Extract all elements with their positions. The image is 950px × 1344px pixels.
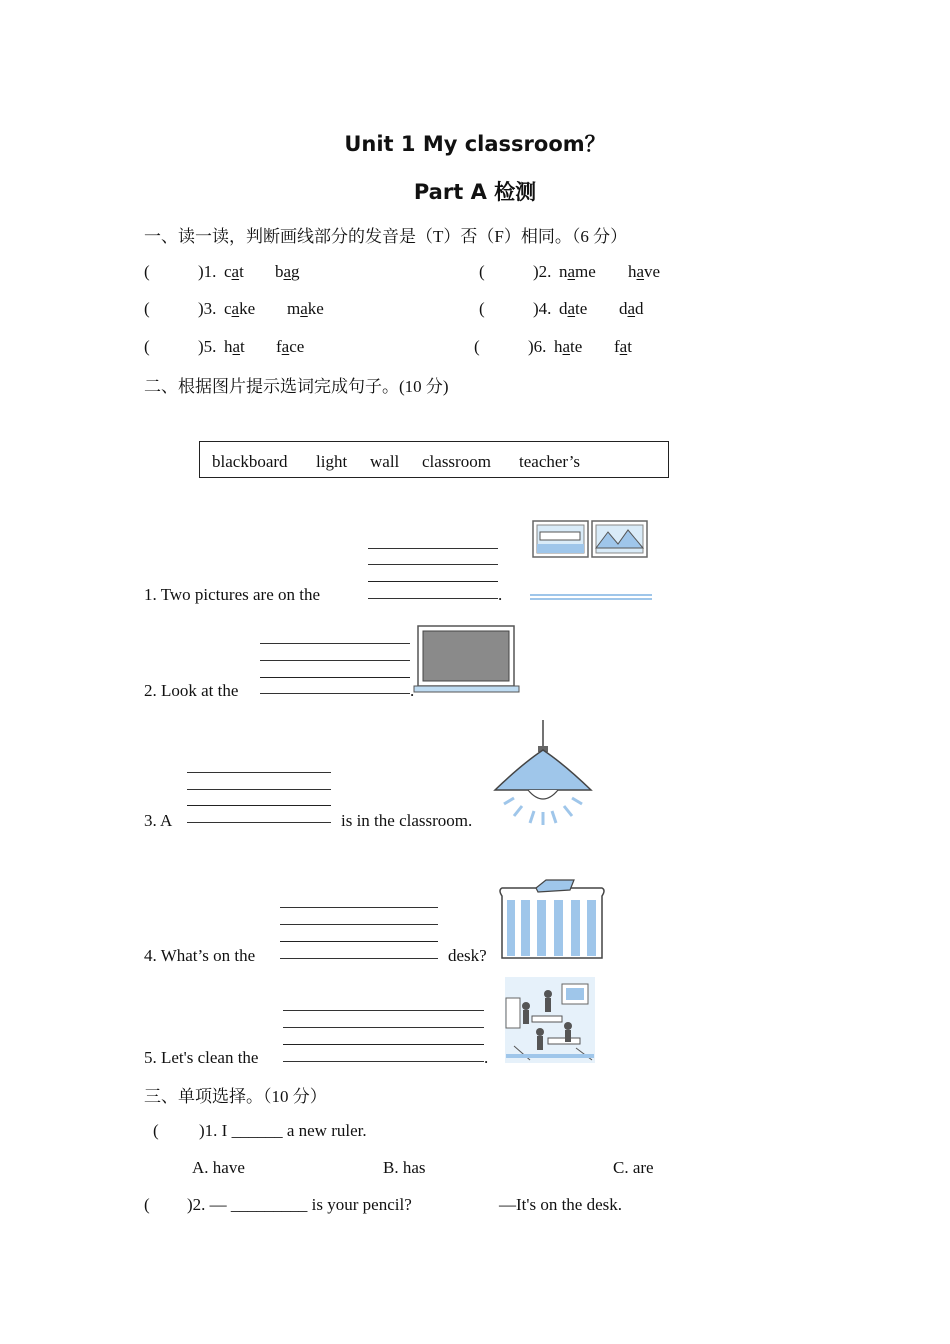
q1-text: )1. I ______ a new ruler. xyxy=(199,1121,367,1140)
sentence-4-text: 4. What’s on the xyxy=(144,946,256,965)
word-part: h xyxy=(628,262,637,281)
word-wall: wall xyxy=(370,452,400,471)
sentence-5-end: . xyxy=(484,1048,489,1067)
word-part: d xyxy=(635,299,644,318)
word-part: ve xyxy=(644,262,661,281)
light-illustration xyxy=(492,720,594,826)
answer-line-4[interactable] xyxy=(280,958,438,959)
item-number-4: )4. xyxy=(533,299,552,318)
underlined-letter: a xyxy=(567,262,576,281)
word-part: c xyxy=(224,262,232,281)
section1-heading: 一、读一读，判断画线部分的发音是（T）否（F）相同。（6 分） xyxy=(144,227,628,246)
item-4-word-2 xyxy=(619,299,644,319)
item-5-word-2 xyxy=(276,337,304,357)
writing-line xyxy=(187,789,331,790)
answer-line-2[interactable] xyxy=(260,693,410,694)
writing-line xyxy=(283,1010,484,1011)
item-3-word-1 xyxy=(224,299,255,319)
sentence-2-text: 2. Look at the xyxy=(144,681,239,700)
word-part: h xyxy=(224,337,233,356)
answer-line-3[interactable] xyxy=(187,822,331,823)
writing-line xyxy=(280,907,438,908)
item-number-1: )1. xyxy=(198,262,217,281)
answer-paren-2[interactable]: ( xyxy=(479,262,485,281)
item-2-word-1 xyxy=(559,262,596,282)
item-6-word-2 xyxy=(614,337,632,357)
word-part: ce xyxy=(289,337,305,356)
underlined-letter: a xyxy=(283,262,292,281)
sentence-3-end: is in the classroom. xyxy=(341,811,473,830)
sentence-4-end: desk? xyxy=(448,946,487,965)
page-title: Unit 1 My classroom？ xyxy=(344,132,606,156)
underlined-letter: a xyxy=(300,299,308,318)
word-light: light xyxy=(316,452,348,471)
section2-heading: 二、根据图片提示选词完成句子。(10 分) xyxy=(144,377,449,396)
writing-line xyxy=(280,941,438,942)
underlined-letter: a xyxy=(636,262,645,281)
underlined-letter: a xyxy=(627,299,636,318)
word-part: c xyxy=(224,299,232,318)
item-number-6: )6. xyxy=(528,337,547,356)
writing-line xyxy=(260,643,410,644)
word-part: d xyxy=(619,299,628,318)
section3-heading: 三、单项选择。（10 分） xyxy=(144,1087,327,1106)
q1-option-b[interactable]: B. has xyxy=(383,1158,426,1177)
word-part: f xyxy=(276,337,282,356)
q1-option-a[interactable]: A. have xyxy=(192,1158,245,1177)
writing-line xyxy=(368,581,498,582)
sentence-1-end: . xyxy=(498,585,503,604)
underlined-letter: a xyxy=(281,337,290,356)
writing-line xyxy=(283,1044,484,1045)
teachers-desk-illustration xyxy=(498,878,606,962)
word-bank xyxy=(199,441,669,478)
answer-line-1[interactable] xyxy=(368,598,498,599)
answer-paren-1[interactable]: ( xyxy=(144,262,150,281)
underlined-letter: a xyxy=(231,262,240,281)
word-part: m xyxy=(287,299,301,318)
word-part: ke xyxy=(307,299,324,318)
item-1-word-1 xyxy=(224,262,244,282)
answer-paren-4[interactable]: ( xyxy=(479,299,485,318)
word-part: h xyxy=(554,337,563,356)
writing-line xyxy=(260,677,410,678)
q2-answer: —It's on the desk. xyxy=(499,1195,622,1214)
underlined-letter: a xyxy=(232,337,241,356)
word-part: te xyxy=(575,299,588,318)
word-part: t xyxy=(239,262,244,281)
word-part: te xyxy=(570,337,583,356)
item-number-5: )5. xyxy=(198,337,217,356)
q2-paren[interactable]: ( xyxy=(144,1195,150,1214)
answer-paren-3[interactable]: ( xyxy=(144,299,150,318)
q1-paren[interactable]: ( xyxy=(153,1121,159,1140)
item-4-word-1 xyxy=(559,299,587,319)
underlined-letter: a xyxy=(231,299,240,318)
item-5-word-1 xyxy=(224,337,245,357)
sentence-1-text: 1. Two pictures are on the xyxy=(144,585,321,604)
item-1-word-2 xyxy=(275,262,300,282)
writing-line xyxy=(280,924,438,925)
sentence-3-text: 3. A xyxy=(144,811,173,830)
word-part: t xyxy=(240,337,245,356)
word-part: d xyxy=(559,299,568,318)
item-6-word-1 xyxy=(554,337,582,357)
q1-option-c[interactable]: C. are xyxy=(613,1158,654,1177)
underlined-letter: a xyxy=(619,337,628,356)
answer-paren-6[interactable]: ( xyxy=(474,337,480,356)
writing-line xyxy=(187,805,331,806)
word-part: g xyxy=(291,262,300,281)
sentence-2-end: . xyxy=(410,681,415,700)
word-part: ke xyxy=(239,299,256,318)
item-3-word-2 xyxy=(287,299,324,319)
word-classroom: classroom xyxy=(422,452,491,471)
word-part: me xyxy=(575,262,596,281)
answer-paren-5[interactable]: ( xyxy=(144,337,150,356)
word-teachers: teacher’s xyxy=(519,452,581,471)
word-part: b xyxy=(275,262,284,281)
pictures-on-wall-illustration xyxy=(530,518,652,603)
word-blackboard: blackboard xyxy=(212,452,288,471)
writing-line xyxy=(368,548,498,549)
q2-text: )2. — _________ is your pencil? xyxy=(187,1195,412,1214)
underlined-letter: a xyxy=(562,337,571,356)
item-number-3: )3. xyxy=(198,299,217,318)
word-part: t xyxy=(627,337,632,356)
answer-line-5[interactable] xyxy=(283,1061,484,1062)
underlined-letter: a xyxy=(567,299,576,318)
writing-line xyxy=(260,660,410,661)
sentence-5-text: 5. Let's clean the xyxy=(144,1048,259,1067)
writing-line xyxy=(368,564,498,565)
page-subtitle: Part A 检测 xyxy=(413,180,537,204)
word-part: f xyxy=(614,337,620,356)
classroom-cleaning-illustration xyxy=(504,976,596,1066)
writing-line xyxy=(187,772,331,773)
item-2-word-2 xyxy=(628,262,660,282)
blackboard-illustration xyxy=(413,624,521,696)
item-number-2: )2. xyxy=(533,262,552,281)
writing-line xyxy=(283,1027,484,1028)
word-part: n xyxy=(559,262,568,281)
